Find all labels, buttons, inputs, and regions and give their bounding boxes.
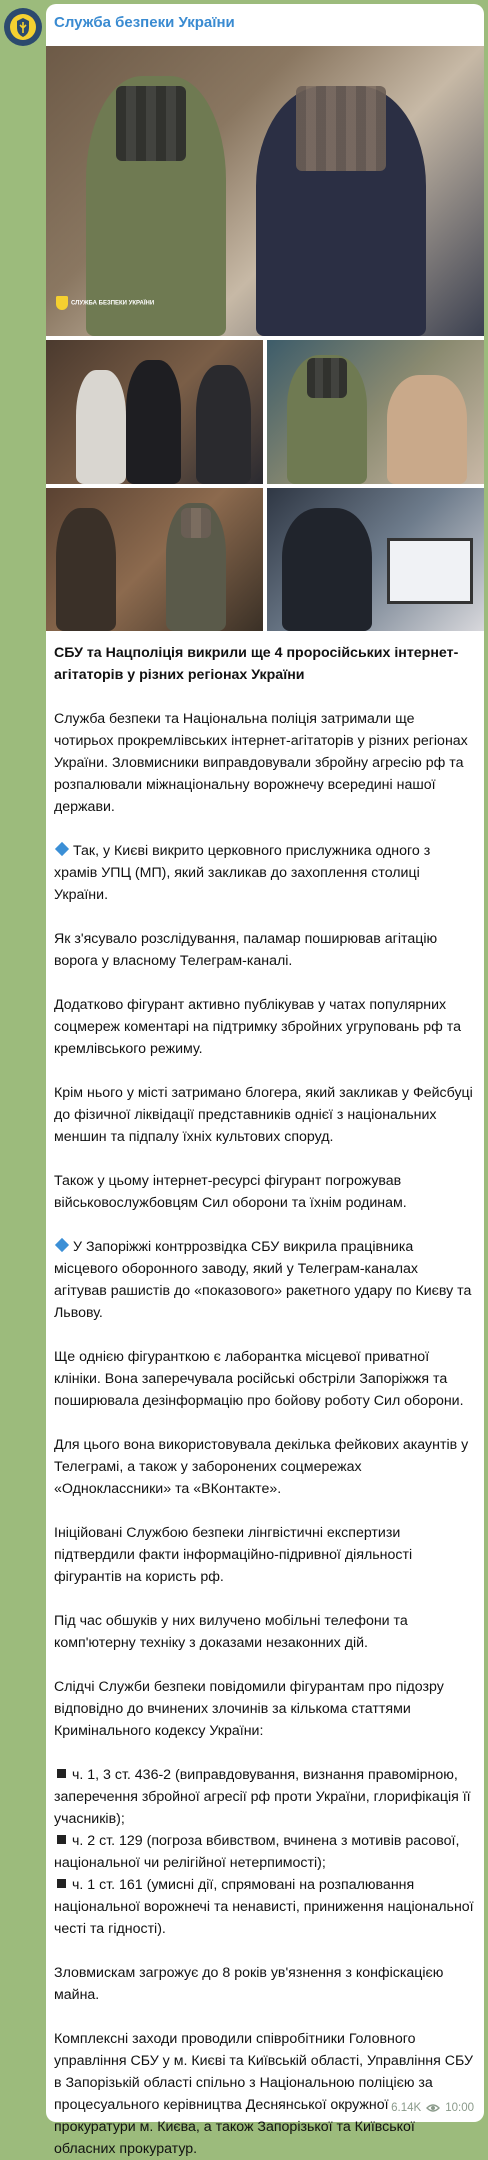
paragraph: Також у цьому інтернет-ресурсі фігурант погрожував військовослужбовцям Сил оборони та їхнім родинам. xyxy=(54,1173,407,1211)
photo-2[interactable] xyxy=(46,340,263,484)
message-bubble xyxy=(46,4,484,2157)
paragraph: Для цього вона використовувала декілька фейкових акаунтів у Телеграмі, а також у заборонених соцмережах «Одноклассники» та «ВКонтакте». xyxy=(54,1437,469,1497)
message-time: 10:00 xyxy=(445,2102,474,2114)
photo-album xyxy=(46,46,484,631)
black-square-icon xyxy=(57,1879,66,1888)
photo-watermark: СЛУЖБА БЕЗПЕКИ УКРАЇНИ xyxy=(56,296,154,310)
paragraph: Ще однією фігуранткою є лаборантка місцевої приватної клініки. Вона заперечувала російські обстріли Запоріжжя та поширювала дезінформацію про бойову роботу Сил оборони. xyxy=(54,1349,464,1409)
paragraph: Слідчі Служби безпеки повідомили фігурантам про підозру відповідно до вчинених злочинів за кількома статтями Кримінального кодексу України: xyxy=(54,1679,444,1739)
eye-icon xyxy=(426,2103,440,2113)
paragraph: Служба безпеки та Національна поліція затримали ще чотирьох прокремлівських інтернет-агітаторів у різних регіонах України. Зловмисники виправдовували збройну агресію рф та розпалювали міжнаціональну ворожнечу всередині нашої держави. xyxy=(54,711,468,815)
post-text xyxy=(54,642,474,2160)
view-count: 6.14K xyxy=(391,2102,422,2114)
paragraph: Додатково фігурант активно публікував у чатах популярних соцмереж коментарі на підтримку збройних угруповань рф та кремлівського режиму. xyxy=(54,997,461,1057)
post-title: СБУ та Нацполіція викрили ще 4 проросійських інтернет-агітаторів у різних регіонах України xyxy=(54,645,459,683)
paragraph: Крім нього у місті затримано блогера, який закликав у Фейсбуці до фізичної ліквідації представників однієї з національних меншин та підпалу їхніх культових споруд. xyxy=(54,1085,473,1145)
paragraph: Під час обшуків у них вилучено мобільні телефони та комп'ютерну техніку з доказами незаконних дій. xyxy=(54,1613,408,1651)
blue-diamond-icon xyxy=(55,842,69,856)
paragraph: Ініційовані Службою безпеки лінгвістичні експертизи підтвердили факти інформаційно-підривної діяльності фігурантів на користь рф. xyxy=(54,1525,413,1585)
channel-avatar[interactable] xyxy=(4,8,42,46)
paragraph: Комплексні заходи проводили співробітники Головного управління СБУ у м. Києві та Київській області, Управління СБУ в Запорізькій області спільно з Національною поліцією за процесуального керівництва Деснянської окружної прокуратури м. Києва, а також Запорізької та Київської обласних прокуратур. xyxy=(54,2031,473,2157)
paragraph-with-bullet: У Запоріжжі контррозвідка СБУ викрила працівника місцевого оборонного заводу, який у Телеграм-каналах агітував рашистів до «показового» ракетного удару по Києву та Львову. xyxy=(54,1239,472,1321)
message-meta xyxy=(391,2102,474,2114)
paragraph: Як з'ясувало розслідування, паламар поширював агітацію ворога у власному Телеграм-каналі. xyxy=(54,931,438,969)
paragraph: Зловмискам загрожує до 8 років ув'язнення з конфіскацією майна. xyxy=(54,1965,444,2003)
photo-3[interactable] xyxy=(267,340,484,484)
article-item: ч. 1 ст. 161 (умисні дії, спрямовані на розпалювання національної ворожнечі та ненависті, приниження національної честі та гідності). xyxy=(54,1877,474,1937)
laptop-screen xyxy=(387,538,473,604)
channel-name[interactable]: Служба безпеки України xyxy=(54,14,235,31)
sbu-shield-icon xyxy=(56,296,68,310)
sbu-emblem-icon xyxy=(8,12,38,42)
paragraph-with-bullet: Так, у Києві викрито церковного прислужника одного з храмів УПЦ (МП), який закликав до захоплення столиці України. xyxy=(54,843,431,903)
blue-diamond-icon xyxy=(55,1238,69,1252)
photo-4[interactable] xyxy=(46,488,263,631)
photo-main[interactable] xyxy=(46,46,484,336)
article-item: ч. 2 ст. 129 (погроза вбивством, вчинена з мотивів расової, національної чи релігійної нетерпимості); xyxy=(54,1833,460,1871)
black-square-icon xyxy=(57,1769,66,1778)
black-square-icon xyxy=(57,1835,66,1844)
photo-5[interactable] xyxy=(267,488,484,631)
article-item: ч. 1, 3 ст. 436-2 (виправдовування, визнання правомірною, заперечення збройної агресії рф проти України, глорифікація її учасників); xyxy=(54,1767,471,1827)
